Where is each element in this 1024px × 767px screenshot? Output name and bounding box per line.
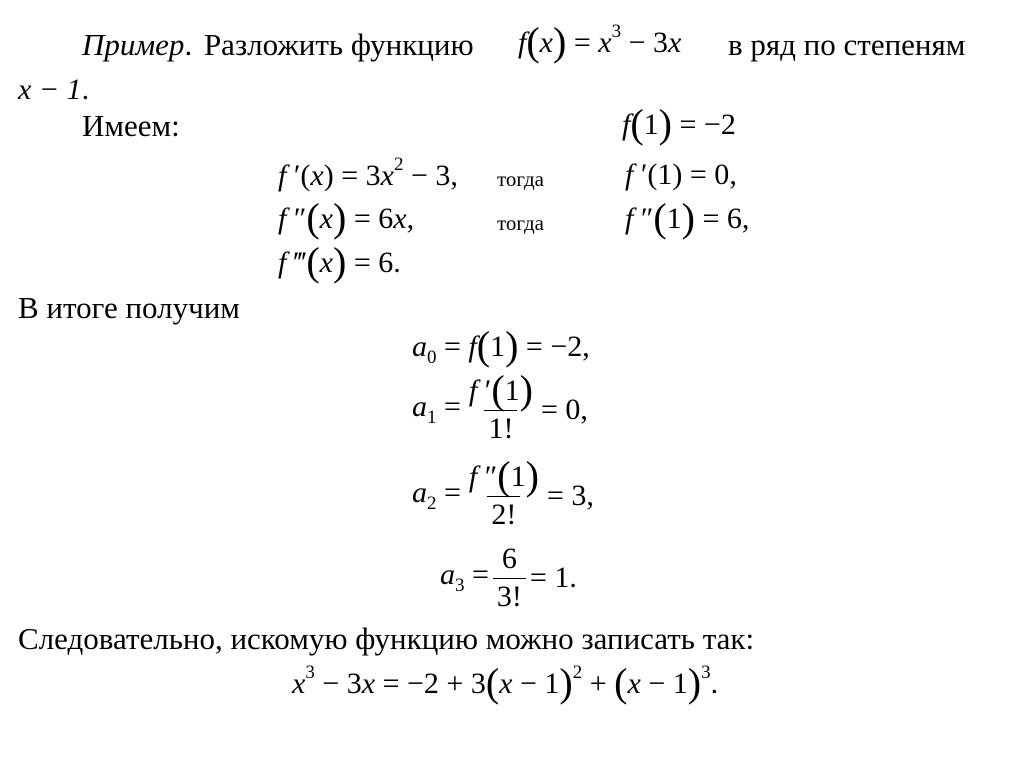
coef-a0: $a_0 = f(1) = -2$, [412, 323, 590, 368]
coef-a2: $a_2$ = $\frac{f ''(1)}{2!}$ = 3 , [412, 453, 594, 531]
example-task-text: Разложить функцию [203, 27, 474, 62]
result-label: В итоге получим [18, 290, 240, 325]
example-line: Пример. Разложить функцию [82, 27, 474, 62]
second-derivative: f ″(x) = 6x, [278, 195, 415, 240]
f-at-one: f(1) = −2 [622, 101, 736, 146]
expansion-point: x − 1. [18, 73, 90, 106]
then-word-1: тогда [497, 167, 544, 191]
final-expansion: $x^3 - 3x = -2 + 3(x - 1)^2 + (x - 1)^3$. [292, 660, 719, 705]
second-derivative-value: f ″(1) = 6, [625, 195, 750, 240]
function-definition: $f(x) = x^3 - 3x$ [518, 19, 682, 64]
example-label: Пример [82, 27, 185, 62]
coef-a3: $a_3$ = $\frac{6}{3!}$ = 1 . [440, 542, 577, 613]
coef-a1: $a_1$ = $\frac{f '(1)}{1!}$ = 0 , [412, 367, 588, 445]
have-label: Имеем: [82, 108, 180, 143]
first-derivative: f $'(x) = 3x^2 - 3$, [278, 154, 458, 192]
third-derivative: f ‴(x) = 6. [278, 239, 401, 284]
then-word-2: тогда [497, 211, 544, 235]
example-task-tail: в ряд по степеням [728, 27, 966, 62]
first-derivative-value: f ′(1) = 0, [625, 158, 737, 191]
conclusion-label: Следовательно, искомую функцию можно записать так: [18, 621, 755, 656]
